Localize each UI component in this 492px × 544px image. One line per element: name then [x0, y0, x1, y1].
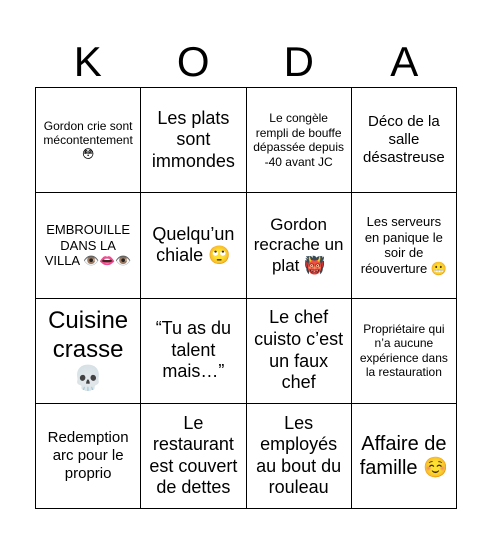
- bingo-cell[interactable]: [247, 404, 352, 509]
- header-letter-a: A: [390, 38, 419, 85]
- header-letter-o: O: [176, 38, 210, 85]
- bingo-cell[interactable]: [141, 299, 246, 404]
- bingo-cell[interactable]: [36, 193, 141, 298]
- cell-text: Les employés au bout du rouleau: [256, 412, 342, 498]
- cell-text: Le chef cuisto c’est un faux chef: [254, 307, 344, 393]
- cell-text: Le congèle rempli de bouffe dépassée depuis -40 avant JC: [253, 111, 344, 169]
- bingo-card: [35, 87, 457, 509]
- bingo-cell[interactable]: [352, 88, 457, 193]
- bingo-cell[interactable]: [36, 299, 141, 404]
- cell-text: Déco de la salle désastreuse: [363, 113, 445, 167]
- cell-text: Le restaurant est couvert de dettes: [149, 412, 238, 498]
- bingo-cell[interactable]: [141, 193, 246, 298]
- bingo-cell[interactable]: [352, 299, 457, 404]
- cell-text: EMBROUILLE DANS LA VILLA 👁️👄👁️: [44, 221, 132, 269]
- cell-text: Propriétaire qui n’a aucune expérience dans la restauration: [359, 321, 448, 380]
- bingo-cell[interactable]: [247, 193, 352, 298]
- bingo-cell[interactable]: [141, 88, 246, 193]
- cell-text: Quelqu’un chiale 🙄: [152, 223, 235, 266]
- bingo-cell[interactable]: [352, 404, 457, 509]
- bingo-cell[interactable]: [247, 88, 352, 193]
- cell-text: “Tu as du talent mais…”: [155, 318, 232, 382]
- bingo-cell[interactable]: [36, 404, 141, 509]
- bingo-header: [35, 38, 457, 86]
- bingo-cell[interactable]: [352, 193, 457, 298]
- cell-text: Gordon recrache un plat 👹: [253, 214, 344, 275]
- bingo-cell[interactable]: [141, 404, 246, 509]
- header-letter-d: D: [283, 38, 314, 85]
- cell-text: Gordon crie sont mécontentement 😳: [43, 118, 133, 162]
- bingo-cell[interactable]: [247, 299, 352, 404]
- bingo-cell[interactable]: [36, 88, 141, 193]
- cell-text: Affaire de famille ☺️: [359, 432, 448, 479]
- cell-text: Les plats sont immondes: [151, 107, 235, 171]
- header-letter-k: K: [73, 38, 102, 85]
- cell-text: Cuisine crasse 💀: [48, 307, 129, 393]
- cell-text: Redemption arc pour le proprio: [47, 428, 129, 482]
- cell-text: Les serveurs en panique le soir de réouverture 😬: [360, 214, 448, 276]
